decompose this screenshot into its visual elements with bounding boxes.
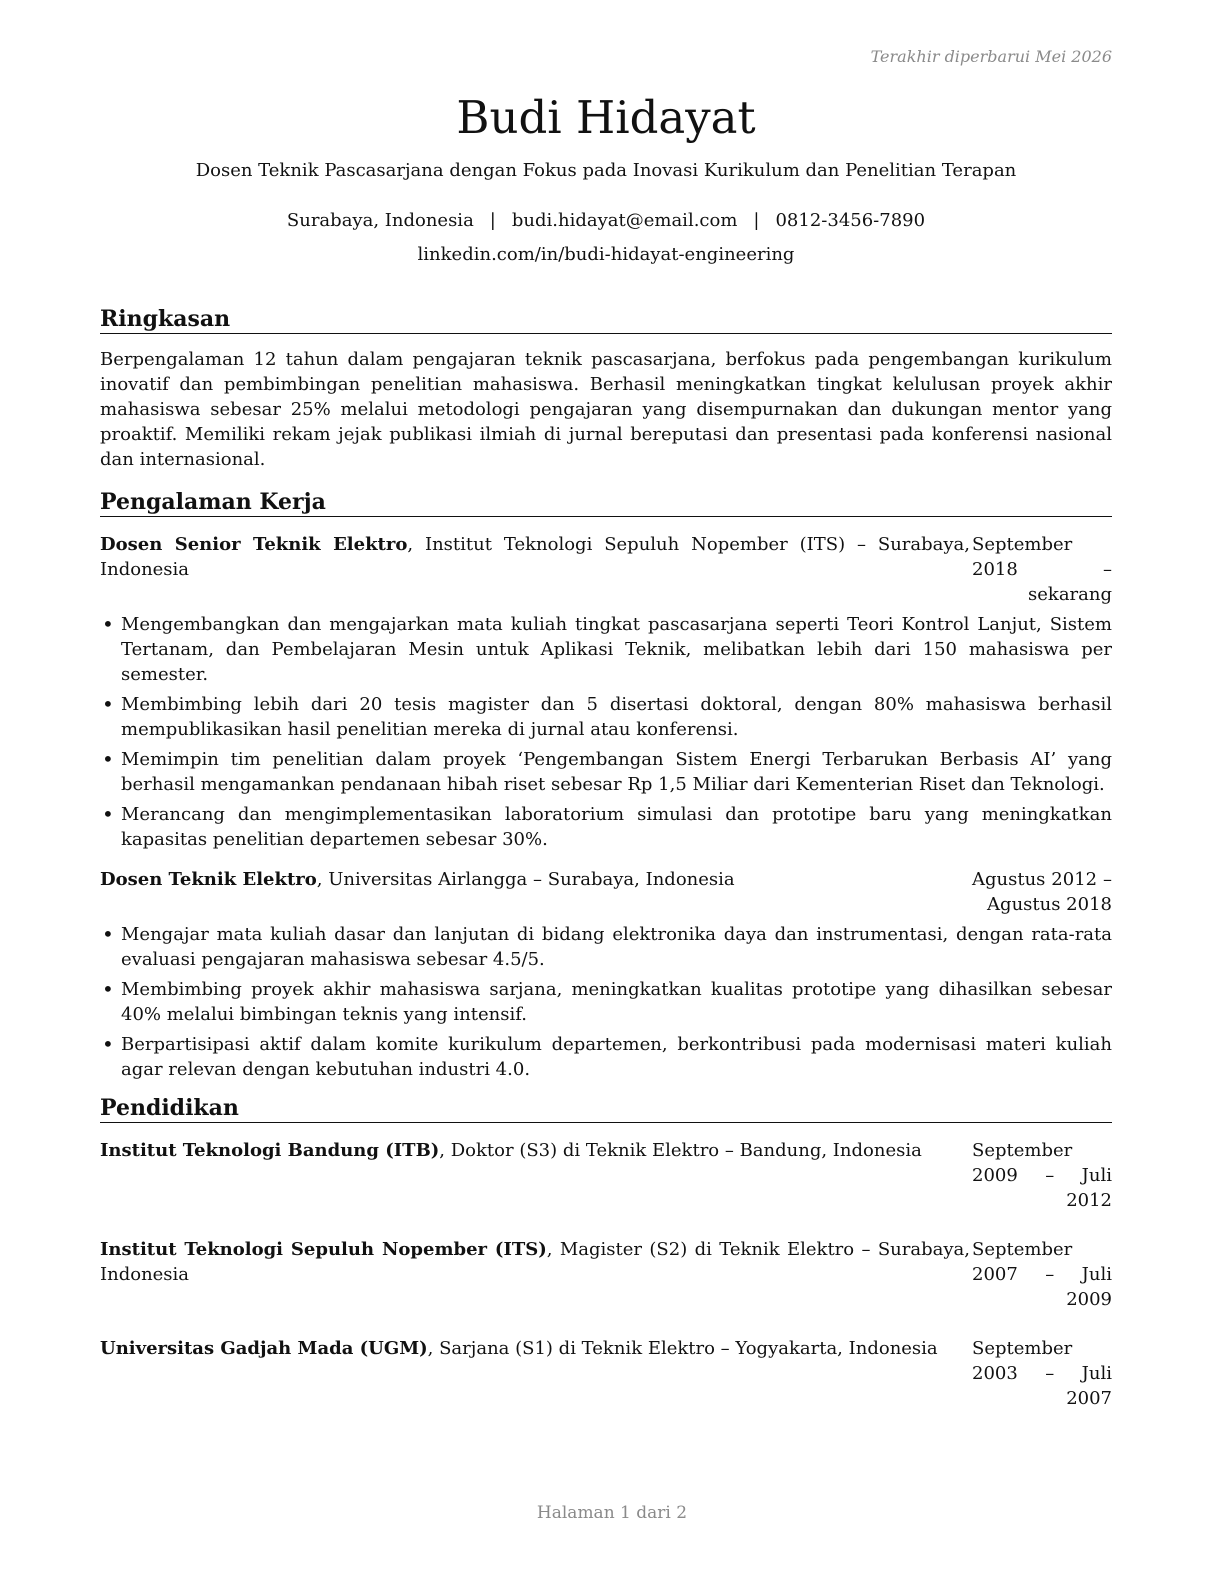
bullet-item: • Mengembangkan dan mengajarkan mata kuliah tingkat pascasarjana seperti Teori Kontrol Lanjut, Sistem Tertanam, dan Pembelajaran Mesin untuk Aplikasi Teknik, melibatkan lebih dari 150 mahasiswa per semester.	[100, 612, 1112, 687]
degree-detail: , Magister (S2) di Teknik Elektro – Surabaya, Indonesia	[100, 1239, 970, 1285]
page-number: Halaman 1 dari 2	[536, 1503, 688, 1523]
separator: |	[753, 210, 760, 231]
summary-text: Berpengalaman 12 tahun dalam pengajaran teknik pascasarjana, berfokus pada pengembangan kurikulum inovatif dan pembimbingan penelitian mahasiswa. Berhasil meningkatkan tingkat kelulusan proyek akhir mahasiswa sebesar 25% melalui metodologi pengajaran yang disempurnakan dan dukungan mentor yang proaktif. Memiliki rekam jejak publikasi ilmiah di jurnal bereputasi dan presentasi pada konferensi nasional dan internasional.	[100, 349, 1112, 470]
bullet-item: • Memimpin tim penelitian dalam proyek ‘Pengembangan Sistem Energi Terbarukan Berbasis AI’ yang berhasil mengamankan pendanaan hibah riset sebesar Rp 1,5 Miliar dari Kementerian Riset dan Teknologi.	[100, 747, 1112, 797]
degree-detail: , Doktor (S3) di Teknik Elektro – Bandung, Indonesia	[439, 1140, 922, 1161]
job-role: Dosen Senior Teknik Elektro	[100, 534, 408, 555]
education-entry	[100, 1138, 1112, 1213]
job-title-line	[100, 867, 970, 917]
bullet-item: • Mengajar mata kuliah dasar dan lanjutan di bidang elektronika daya dan instrumentasi, dengan rata-rata evaluasi pengajaran mahasiswa sebesar 4.5/5.	[100, 922, 1112, 972]
job-bullets	[100, 612, 1112, 852]
contact-line	[100, 208, 1112, 233]
education-title-line	[100, 1138, 970, 1213]
job-date: Agustus 2012 – Agustus 2018	[972, 869, 1112, 915]
job-entry	[100, 867, 1112, 1082]
tagline: Dosen Teknik Pascasarjana dengan Fokus pada Inovasi Kurikulum dan Penelitian Terapan	[195, 160, 1017, 181]
school-name: Institut Teknologi Sepuluh Nopember (ITS)	[100, 1239, 547, 1260]
job-role: Dosen Teknik Elektro	[100, 869, 317, 890]
education-entry	[100, 1336, 1112, 1411]
education-date: September 2007 – Juli 2009	[972, 1239, 1112, 1310]
bullet-item: • Merancang dan mengimplementasikan laboratorium simulasi dan prototipe baru yang meningkatkan kapasitas penelitian departemen sebesar 30%.	[100, 802, 1112, 852]
education-date: September 2009 – Juli 2012	[972, 1140, 1112, 1211]
phone-number: 0812-3456-7890	[775, 210, 926, 231]
job-entry	[100, 532, 1112, 852]
person-name: Budi Hidayat	[456, 91, 756, 144]
bullet-item: • Membimbing lebih dari 20 tesis magister dan 5 disertasi doktoral, dengan 80% mahasiswa berhasil mempublikasikan hasil penelitian mereka di jurnal atau konferensi.	[100, 692, 1112, 742]
separator: |	[489, 210, 496, 231]
section-title-summary: Ringkasan	[100, 305, 1112, 334]
job-organization: , Institut Teknologi Sepuluh Nopember (ITS) – Surabaya, Indonesia	[100, 534, 971, 580]
job-organization: , Universitas Airlangga – Surabaya, Indonesia	[316, 869, 735, 890]
location: Surabaya, Indonesia	[286, 210, 474, 231]
education-entry	[100, 1237, 1112, 1312]
job-header	[100, 867, 1112, 917]
education-title-line	[100, 1237, 970, 1312]
last-updated-note: Terakhir diperbarui Mei 2026	[870, 47, 1112, 66]
job-title-line	[100, 532, 970, 607]
job-bullets	[100, 922, 1112, 1082]
school-name: Institut Teknologi Bandung (ITB)	[100, 1140, 440, 1161]
bullet-item: • Berpartisipasi aktif dalam komite kurikulum departemen, berkontribusi pada modernisasi materi kuliah agar relevan dengan kebutuhan industri 4.0.	[100, 1032, 1112, 1082]
section-title-experience: Pengalaman Kerja	[100, 488, 1112, 517]
school-name: Universitas Gadjah Mada (UGM)	[100, 1338, 428, 1359]
degree-detail: , Sarjana (S1) di Teknik Elektro – Yogyakarta, Indonesia	[427, 1338, 938, 1359]
bullet-item: • Membimbing proyek akhir mahasiswa sarjana, meningkatkan kualitas prototipe yang dihasilkan sebesar 40% melalui bimbingan teknis yang intensif.	[100, 977, 1112, 1027]
job-date: September 2018 – sekarang	[972, 534, 1112, 605]
email-link[interactable]: budi.hidayat@email.com	[511, 210, 738, 231]
job-header	[100, 532, 1112, 607]
education-title-line	[100, 1336, 970, 1411]
education-date: September 2003 – Juli 2007	[972, 1338, 1112, 1409]
section-title-education: Pendidikan	[100, 1094, 1112, 1123]
linkedin-link[interactable]: linkedin.com/in/budi-hidayat-engineering	[417, 244, 795, 265]
